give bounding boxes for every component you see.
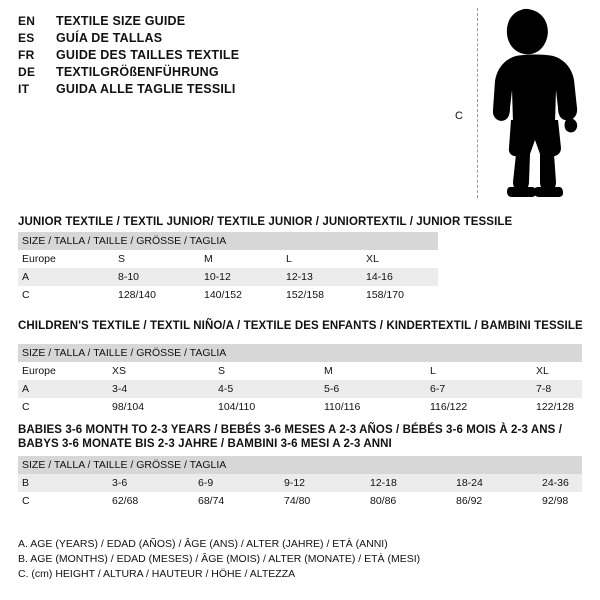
language-title: GUÍA DE TALLAS — [56, 31, 163, 45]
cell-value: 6-7 — [430, 380, 536, 398]
cell-value: 74/80 — [284, 492, 370, 510]
cell-value: 92/98 — [542, 492, 582, 510]
language-row-it — [18, 82, 448, 96]
language-title-block — [18, 14, 448, 99]
row-label-c: C — [18, 398, 112, 416]
column-header-m: M — [324, 362, 430, 380]
column-header-m: M — [204, 250, 286, 268]
language-row-fr — [18, 48, 448, 62]
cell-value: 152/158 — [286, 286, 366, 304]
legend-line-a: A. AGE (YEARS) / EDAD (AÑOS) / ÂGE (ANS) / ALTER (JAHRE) / ETÀ (ANNI) — [18, 538, 388, 550]
language-code: EN — [18, 14, 36, 28]
column-header-xl: XL — [536, 362, 582, 380]
cell-value: 158/170 — [366, 286, 438, 304]
cell-value: 18-24 — [456, 474, 542, 492]
table-row — [18, 398, 582, 416]
language-title: GUIDE DES TAILLES TEXTILE — [56, 48, 240, 62]
language-code: DE — [18, 65, 36, 79]
child-silhouette-icon — [483, 6, 588, 198]
measure-dashed-line — [477, 8, 478, 198]
cell-value: 128/140 — [118, 286, 204, 304]
legend-line-b: B. AGE (MONTHS) / EDAD (MESES) / ÂGE (MOIS) / ALTER (MONATE) / ETÀ (MESI) — [18, 553, 421, 565]
cell-value: 122/128 — [536, 398, 582, 416]
language-code: ES — [18, 31, 35, 45]
cell-value: 140/152 — [204, 286, 286, 304]
cell-value: 6-9 — [198, 474, 284, 492]
section-title-children: CHILDREN'S TEXTILE / TEXTIL NIÑO/A / TEXTILE DES ENFANTS / KINDERTEXTIL / BAMBINI TESSILE — [18, 320, 583, 332]
cell-value: 3-6 — [112, 474, 198, 492]
table-header-label: SIZE / TALLA / TAILLE / GRÖSSE / TAGLIA — [18, 232, 438, 250]
cell-value: 3-4 — [112, 380, 218, 398]
column-header-l: L — [430, 362, 536, 380]
row-label-a: A — [18, 380, 112, 398]
row-label-b: B — [18, 474, 112, 492]
table-children — [18, 344, 582, 416]
table-row — [18, 474, 582, 492]
language-title: GUIDA ALLE TAGLIE TESSILI — [56, 82, 236, 96]
column-header-europe: Europe — [18, 362, 112, 380]
figure-child-height — [455, 6, 593, 201]
cell-value: 4-5 — [218, 380, 324, 398]
row-label-a: A — [18, 268, 118, 286]
section-title-babies-line2: BABYS 3-6 MONATE BIS 2-3 JAHRE / BAMBINI 3-6 MESI A 2-3 ANNI — [18, 438, 392, 450]
cell-value: 5-6 — [324, 380, 430, 398]
language-title: TEXTILGRÖßENFÜHRUNG — [56, 65, 219, 79]
table-babies — [18, 456, 582, 510]
cell-value: 8-10 — [118, 268, 204, 286]
measure-label-c: C — [455, 110, 463, 122]
cell-value: 68/74 — [198, 492, 284, 510]
cell-value: 110/116 — [324, 398, 430, 416]
column-header-s: S — [218, 362, 324, 380]
row-label-c: C — [18, 492, 112, 510]
language-row-es — [18, 31, 448, 45]
cell-value: 12-13 — [286, 268, 366, 286]
table-row — [18, 380, 582, 398]
language-row-de — [18, 65, 448, 79]
table-header-label: SIZE / TALLA / TAILLE / GRÖSSE / TAGLIA — [18, 456, 582, 474]
legend-block — [18, 537, 420, 582]
language-row-en — [18, 14, 448, 28]
table-row — [18, 362, 582, 380]
column-header-xl: XL — [366, 250, 438, 268]
cell-value: 12-18 — [370, 474, 456, 492]
column-header-l: L — [286, 250, 366, 268]
column-header-s: S — [118, 250, 204, 268]
cell-value: 9-12 — [284, 474, 370, 492]
table-row — [18, 286, 438, 304]
row-label-c: C — [18, 286, 118, 304]
cell-value: 104/110 — [218, 398, 324, 416]
language-title: TEXTILE SIZE GUIDE — [56, 14, 186, 28]
cell-value: 7-8 — [536, 380, 582, 398]
language-code: FR — [18, 48, 35, 62]
table-header-row — [18, 344, 582, 362]
table-header-label: SIZE / TALLA / TAILLE / GRÖSSE / TAGLIA — [18, 344, 582, 362]
cell-value: 116/122 — [430, 398, 536, 416]
cell-value: 80/86 — [370, 492, 456, 510]
cell-value: 62/68 — [112, 492, 198, 510]
language-code: IT — [18, 82, 30, 96]
table-header-row — [18, 456, 582, 474]
table-header-row — [18, 232, 438, 250]
column-header-xs: XS — [112, 362, 218, 380]
cell-value: 14-16 — [366, 268, 438, 286]
table-junior — [18, 232, 438, 304]
table-row — [18, 492, 582, 510]
cell-value: 98/104 — [112, 398, 218, 416]
table-row — [18, 250, 438, 268]
section-title-babies-line1: BABIES 3-6 MONTH TO 2-3 YEARS / BEBÉS 3-6 MESES A 2-3 AÑOS / BÉBÉS 3-6 MOIS À 2-3 ANS / — [18, 424, 562, 436]
section-title-junior: JUNIOR TEXTILE / TEXTIL JUNIOR/ TEXTILE JUNIOR / JUNIORTEXTIL / JUNIOR TESSILE — [18, 216, 513, 228]
cell-value: 10-12 — [204, 268, 286, 286]
column-header-europe: Europe — [18, 250, 118, 268]
cell-value: 24-36 — [542, 474, 582, 492]
cell-value: 86/92 — [456, 492, 542, 510]
table-row — [18, 268, 438, 286]
legend-line-c: C. (cm) HEIGHT / ALTURA / HAUTEUR / HÖHE / ALTEZZA — [18, 568, 296, 580]
